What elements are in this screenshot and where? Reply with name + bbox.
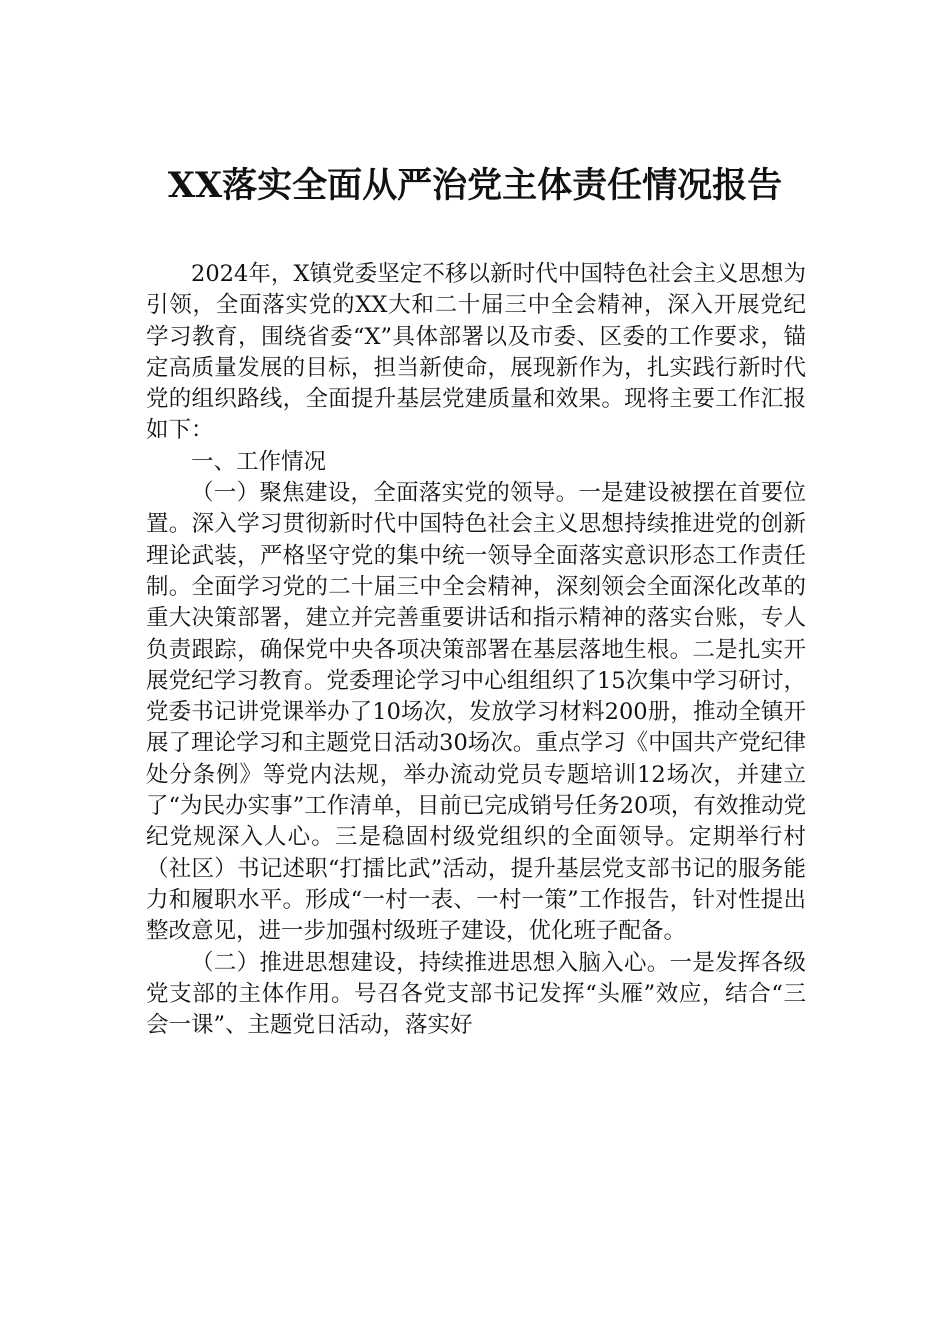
intro-paragraph: 2024年，X镇党委坚定不移以新时代中国特色社会主义思想为引领，全面落实党的XX大和二十届三中全会精神，深入开展党纪学习教育，围绕省委“X”具体部署以及市委、区委的工作要求，锚定高质量发展的目标，担当新使命，展现新作为，扎实践行新时代党的组织路线，全面提升基层党建质量和效果。现将主要工作汇报如下：	[146, 261, 806, 444]
part-2-text: 一是发挥各级党支部的主体作用。号召各党支部书记发挥“头雁”效应，结合“三会一课”、主题党日活动，落实好	[146, 949, 806, 1039]
paragraph-part-2	[146, 948, 806, 1042]
section-heading-work-status: 一、工作情况	[191, 448, 327, 475]
paragraph-part-1	[146, 478, 806, 947]
part-2-lead: （二）推进思想建设，持续推进思想入脑入心。	[191, 949, 670, 976]
part-1-lead: （一）聚焦建设，全面落实党的领导。	[191, 480, 579, 507]
document-body	[146, 259, 806, 1041]
document-title: XX落实全面从严治党主体责任情况报告	[167, 165, 783, 206]
part-1-text: 一是建设被摆在首要位置。深入学习贯彻新时代中国特色社会主义思想持续推进党的创新理论武装，严格坚守党的集中统一领导全面落实意识形态工作责任制。全面学习党的二十届三中全会精神，深刻领会全面深化改革的重大决策部署，建立并完善重要讲话和指示精神的落实台账，专人负责跟踪，确保党中央各项决策部署在基层落地生根。二是扎实开展党纪学习教育。党委理论学习中心组组织了15次集中学习研讨，党委书记讲党课举办了10场次，发放学习材料200册，推动全镇开展了理论学习和主题党日活动30场次。重点学习《中国共产党纪律处分条例》等党内法规，举办流动党员专题培训12场次，并建立了“为民办实事”工作清单，目前已完成销号任务20项，有效推动党纪党规深入人心。三是稳固村级党组织的全面领导。定期举行村（社区）书记述职“打擂比武”活动，提升基层党支部书记的服务能力和履职水平。形成“一村一表、一村一策”工作报告，针对性提出整改意见，进一步加强村级班子建设，优化班子配备。	[146, 480, 806, 945]
